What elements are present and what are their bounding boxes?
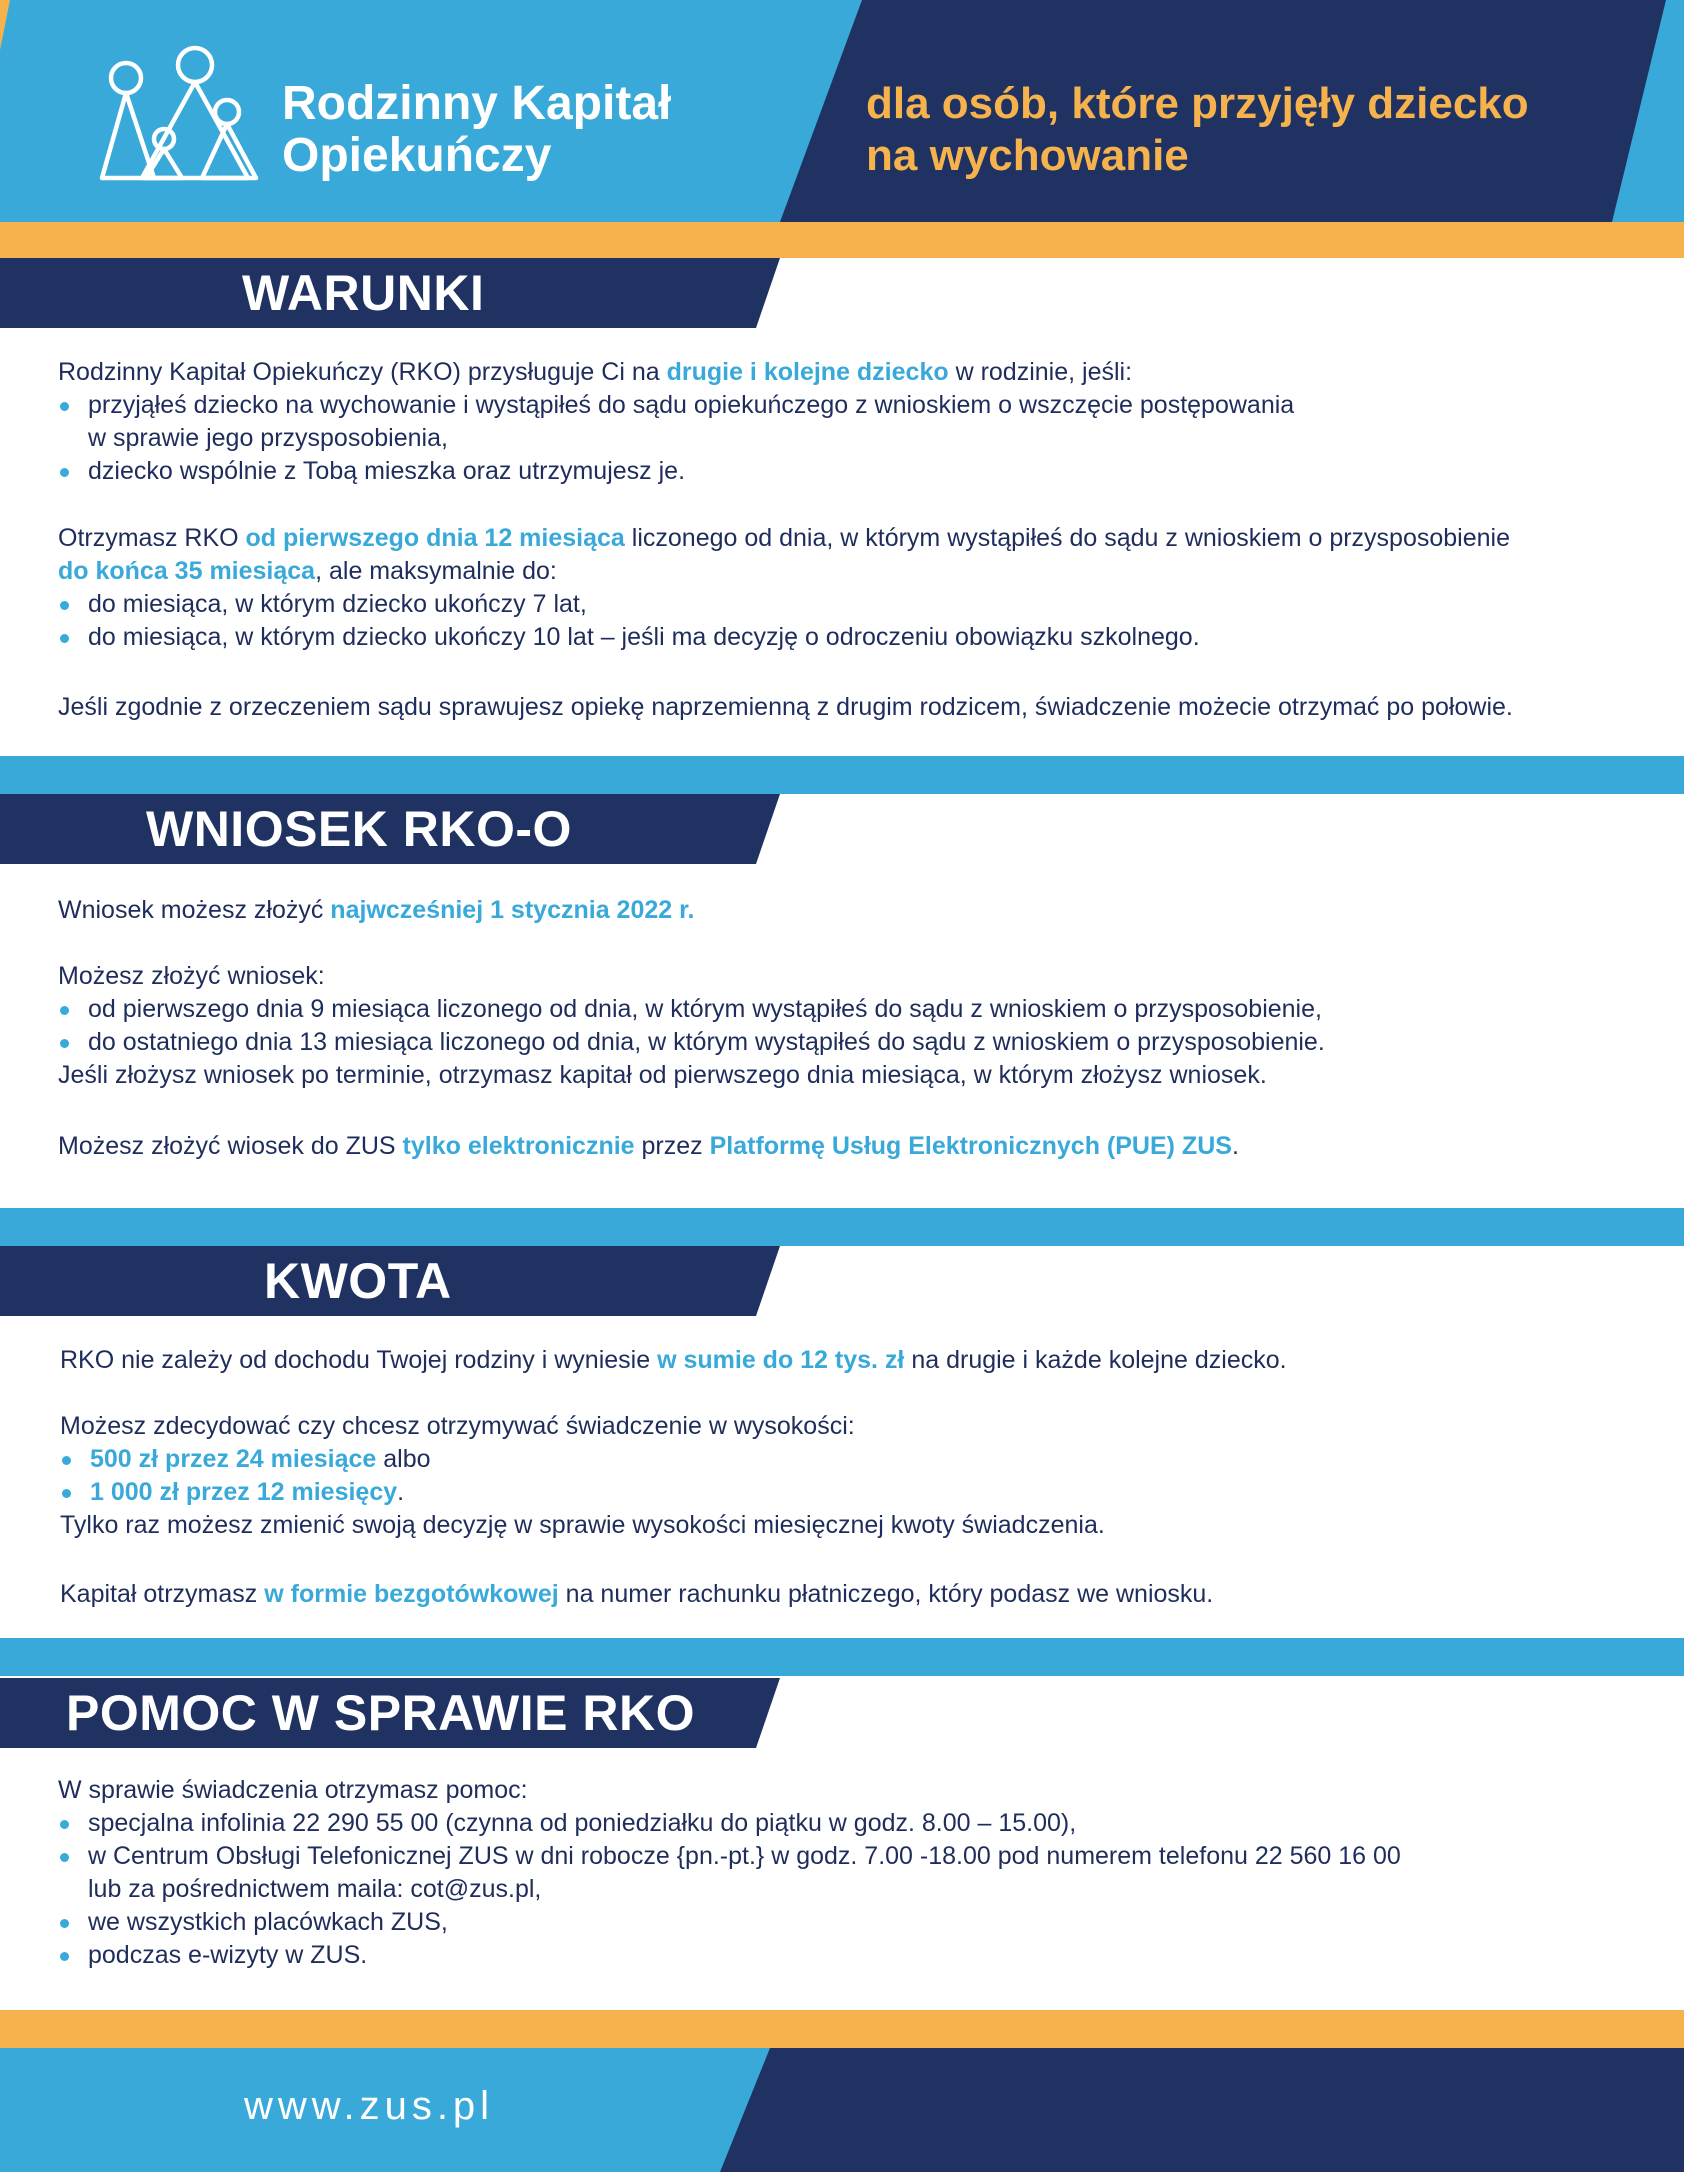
- website-link[interactable]: www.zus.pl: [244, 2084, 495, 2128]
- list-item-continuation: lub za pośrednictwem maila: cot@zus.pl,: [88, 1875, 542, 1903]
- wniosek-paragraph-3: Jeśli złożysz wniosek po terminie, otrzymasz kapitał od pierwszego dnia miesiąca, w którym złożysz wniosek.: [58, 1061, 1267, 1089]
- kwota-paragraph-3: Tylko raz możesz zmienić swoją decyzję w sprawie wysokości miesięcznej kwoty świadczenia.: [60, 1511, 1105, 1539]
- list-item: do ostatniego dnia 13 miesiąca liczonego od dnia, w którym wystąpiłeś do sądu z wnioskiem o przysposobienie.: [58, 1026, 1325, 1059]
- section-title-kwota: KWOTA: [264, 1253, 452, 1309]
- list-item: do miesiąca, w którym dziecko ukończy 10 lat – jeśli ma decyzję o odroczeniu obowiązku szkolnego.: [58, 621, 1510, 654]
- wniosek-paragraph-4: Możesz złożyć wiosek do ZUS tylko elektronicznie przez Platformę Usług Elektronicznych (PUE) ZUS.: [58, 1132, 1239, 1160]
- tagline-line2: na wychowanie: [866, 131, 1189, 180]
- divider-band: [0, 756, 1684, 794]
- section-title-wniosek: WNIOSEK RKO-O: [146, 801, 572, 857]
- wniosek-paragraph-1: Wniosek możesz złożyć najwcześniej 1 stycznia 2022 r.: [58, 896, 695, 924]
- warunki-content-2: [58, 522, 1510, 654]
- list-item: specjalna infolinia 22 290 55 00 (czynna od poniedziałku do piątku w godz. 8.00 – 15.00),: [58, 1807, 1401, 1840]
- list-item: dziecko wspólnie z Tobą mieszka oraz utrzymujesz je.: [58, 455, 1294, 488]
- header-tagline: [866, 78, 1529, 182]
- warunki-paragraph-2-cont: do końca 35 miesiąca, ale maksymalnie do:: [58, 557, 557, 585]
- list-item: we wszystkich placówkach ZUS,: [58, 1906, 1401, 1939]
- section-title-warunki: WARUNKI: [242, 265, 485, 321]
- family-icon: [98, 38, 262, 184]
- list-item-continuation: w sprawie jego przysposobienia,: [88, 424, 448, 452]
- divider-band: [0, 1208, 1684, 1246]
- warunki-paragraph-3: Jeśli zgodnie z orzeczeniem sądu sprawujesz opiekę naprzemienną z drugim rodzicem, świadczenie możecie otrzymać po połowie.: [58, 693, 1513, 721]
- warunki-content: [58, 356, 1294, 488]
- brand-title-line1: Rodzinny Kapitał: [282, 77, 672, 130]
- list-item: do miesiąca, w którym dziecko ukończy 7 lat,: [58, 588, 1510, 621]
- list-item: podczas e-wizyty w ZUS.: [58, 1939, 1401, 1972]
- list-item: 500 zł przez 24 miesiące albo: [60, 1443, 1105, 1476]
- kwota-paragraph-4: Kapitał otrzymasz w formie bezgotówkowej na numer rachunku płatniczego, który podasz we wniosku.: [60, 1580, 1214, 1608]
- divider-band: [0, 1638, 1684, 1676]
- brand-title: [282, 78, 671, 182]
- wniosek-paragraph-2: Możesz złożyć wniosek:: [58, 962, 325, 990]
- wniosek-content: [58, 960, 1325, 1092]
- warunki-paragraph-1: Rodzinny Kapitał Opiekuńczy (RKO) przysługuje Ci na drugie i kolejne dziecko w rodzinie, jeśli:: [58, 358, 1133, 386]
- list-item: 1 000 zł przez 12 miesięcy.: [60, 1476, 1105, 1509]
- list-item: w Centrum Obsługi Telefonicznej ZUS w dni robocze {pn.-pt.} w godz. 7.00 -18.00 pod numerem telefonu 22 560 16 00: [58, 1840, 1401, 1873]
- kwota-content: [60, 1410, 1105, 1542]
- warunki-paragraph-2: Otrzymasz RKO od pierwszego dnia 12 miesiąca liczonego od dnia, w którym wystąpiłeś do sądu z wnioskiem o przysposobienie: [58, 524, 1510, 552]
- kwota-paragraph-2: Możesz zdecydować czy chcesz otrzymywać świadczenie w wysokości:: [60, 1412, 855, 1440]
- kwota-paragraph-1: RKO nie zależy od dochodu Twojej rodziny i wyniesie w sumie do 12 tys. zł na drugie i każde kolejne dziecko.: [60, 1346, 1287, 1374]
- footer-orange-stripe: [0, 2010, 1684, 2050]
- tagline-line1: dla osób, które przyjęły dziecko: [866, 79, 1529, 128]
- section-title-pomoc: POMOC W SPRAWIE RKO: [66, 1685, 695, 1741]
- list-item: od pierwszego dnia 9 miesiąca liczonego od dnia, w którym wystąpiłeś do sądu z wnioskiem o przysposobienie,: [58, 993, 1325, 1026]
- pomoc-paragraph-1: W sprawie świadczenia otrzymasz pomoc:: [58, 1776, 528, 1804]
- list-item: przyjąłeś dziecko na wychowanie i wystąpiłeś do sądu opiekuńczego z wnioskiem o wszczęcie postępowania: [58, 389, 1294, 422]
- brand-title-line2: Opiekuńczy: [282, 129, 552, 182]
- pomoc-content: [58, 1774, 1401, 1972]
